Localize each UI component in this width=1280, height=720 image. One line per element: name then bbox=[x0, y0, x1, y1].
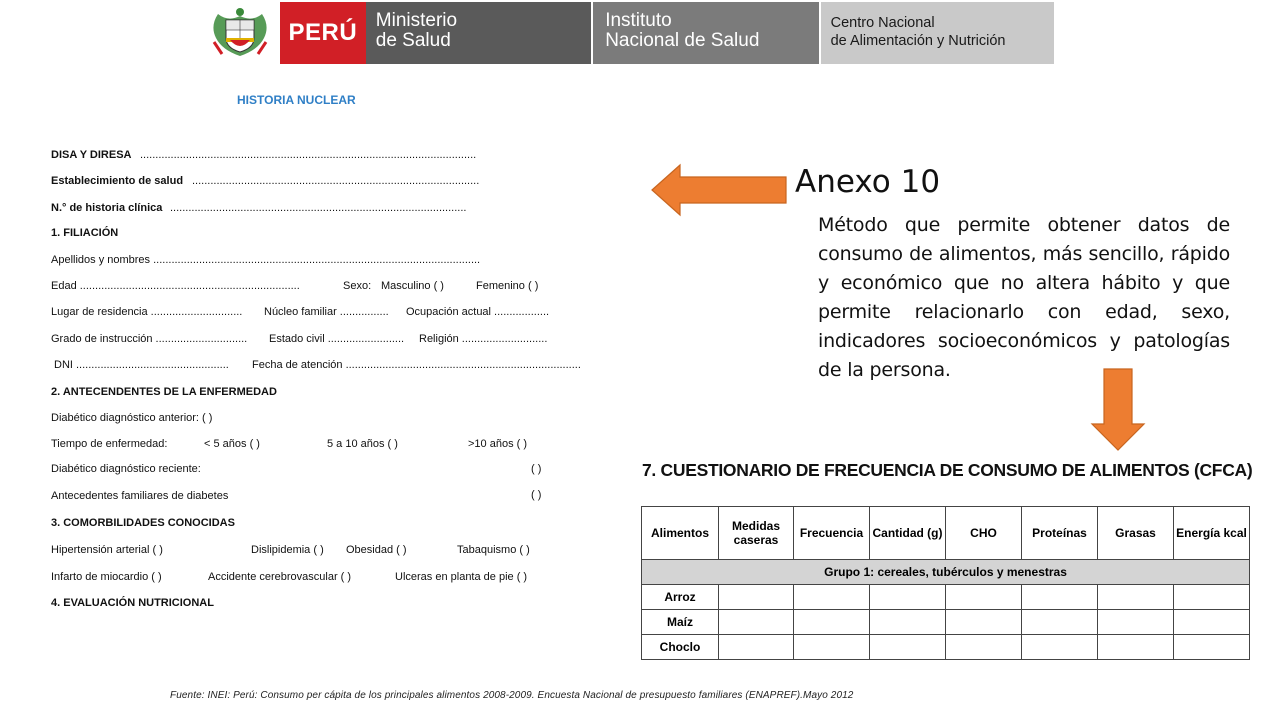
tabaquismo-field: Tabaquismo ( ) bbox=[457, 544, 530, 556]
cfca-table-container bbox=[641, 506, 1249, 654]
disa-label: DISA Y DIRESA bbox=[51, 149, 132, 161]
cfca-title: 7. CUESTIONARIO DE FRECUENCIA DE CONSUMO DE ALIMENTOS (CFCA) bbox=[642, 460, 1253, 480]
tiempo-menos5-option: < 5 años ( ) bbox=[204, 438, 260, 450]
section-evaluacion-nutricional: 4. EVALUACIÓN NUTRICIONAL bbox=[51, 597, 214, 609]
historia-clinica-dots: ................................................................................................. bbox=[170, 202, 467, 214]
diabetico-anterior-field: Diabético diagnóstico anterior: ( ) bbox=[51, 412, 213, 424]
sexo-label: Sexo: bbox=[343, 280, 372, 292]
diabetico-reciente-check: ( ) bbox=[531, 463, 542, 475]
column-header: CHO bbox=[946, 507, 1022, 560]
table-row bbox=[642, 585, 1250, 610]
obesidad-field: Obesidad ( ) bbox=[346, 544, 407, 556]
edad-field: Edad ........................................................................ bbox=[51, 280, 300, 292]
ocupacion-field: Ocupación actual .................. bbox=[406, 306, 550, 318]
religion-field: Religión ............................ bbox=[419, 333, 548, 345]
column-header: Cantidad (g) bbox=[870, 507, 946, 560]
instituto-nacional-salud-block bbox=[593, 2, 818, 64]
tiempo-5a10-option: 5 a 10 años ( ) bbox=[327, 438, 398, 450]
cenan-line1: Centro Nacional bbox=[830, 15, 935, 31]
section-antecedentes: 2. ANTECENDENTES DE LA ENFERMEDAD bbox=[51, 386, 277, 398]
apellidos-field: Apellidos y nombres ........................................................................................................... bbox=[51, 254, 481, 266]
table-header-row bbox=[642, 507, 1250, 560]
section-comorbilidades: 3. COMORBILIDADES CONOCIDAS bbox=[51, 517, 235, 529]
column-header: Energía kcal bbox=[1174, 507, 1250, 560]
ulceras-field: Ulceras en planta de pie ( ) bbox=[395, 571, 528, 583]
column-header: Medidas caseras bbox=[719, 507, 794, 560]
ministerio-salud-block bbox=[366, 2, 591, 64]
dni-field: DNI .................................................. bbox=[54, 359, 229, 371]
column-header: Proteínas bbox=[1022, 507, 1098, 560]
masculino-option: Masculino ( ) bbox=[381, 280, 444, 292]
group-label: Grupo 1: cereales, tubérculos y menestras bbox=[642, 560, 1250, 585]
cenan-block bbox=[821, 2, 1054, 64]
food-cell: Maíz bbox=[642, 610, 719, 635]
food-cell: Arroz bbox=[642, 585, 719, 610]
tiempo-enfermedad-label: Tiempo de enfermedad: bbox=[51, 438, 168, 450]
column-header: Alimentos bbox=[642, 507, 719, 560]
minsa-line2: de Salud bbox=[375, 30, 451, 51]
peru-brand-block: PERÚ bbox=[280, 2, 366, 64]
diabetico-reciente-label: Diabético diagnóstico reciente: bbox=[51, 463, 201, 475]
minsa-line1: Ministerio bbox=[375, 10, 458, 31]
table-row bbox=[642, 610, 1250, 635]
source-footnote: Fuente: INEI: Perú: Consumo per cápita de los principales alimentos 2008-2009. Encuesta Nacional de presupuesto familiares (ENAPREF).Mayo 2012 bbox=[170, 690, 854, 701]
hipertension-field: Hipertensión arterial ( ) bbox=[51, 544, 163, 556]
dislipidemia-field: Dislipidemia ( ) bbox=[251, 544, 324, 556]
grado-instruccion-field: Grado de instrucción .............................. bbox=[51, 333, 248, 345]
acv-field: Accidente cerebrovascular ( ) bbox=[208, 571, 352, 583]
nucleo-familiar-field: Núcleo familiar ................ bbox=[264, 306, 389, 318]
anexo-description: Método que permite obtener datos de consumo de alimentos, más sencillo, rápido y económico que no altera hábito y que permite relacionarlo con edad, sexo, indicadores socioeconómicos y patologías de la persona. bbox=[818, 214, 1230, 381]
table-row bbox=[642, 635, 1250, 660]
infarto-field: Infarto de miocardio ( ) bbox=[51, 571, 162, 583]
tiempo-mas10-option: >10 años ( ) bbox=[468, 438, 528, 450]
fecha-atencion-field: Fecha de atención ............................................................................. bbox=[252, 359, 581, 371]
femenino-option: Femenino ( ) bbox=[476, 280, 539, 292]
arrow-down-icon bbox=[1090, 368, 1146, 452]
establecimiento-label: Establecimiento de salud bbox=[51, 175, 184, 187]
column-header: Frecuencia bbox=[794, 507, 870, 560]
form-title: HISTORIA NUCLEAR bbox=[237, 93, 356, 107]
ins-line1: Instituto bbox=[605, 10, 672, 31]
peru-coat-of-arms-logo bbox=[200, 2, 280, 64]
estado-civil-field: Estado civil ......................... bbox=[269, 333, 405, 345]
column-header: Grasas bbox=[1098, 507, 1174, 560]
cfca-table bbox=[641, 506, 1250, 660]
historia-clinica-label: N.° de historia clínica bbox=[51, 202, 163, 214]
food-cell: Choclo bbox=[642, 635, 719, 660]
section-filiacion: 1. FILIACIÓN bbox=[51, 227, 119, 239]
disa-dots: .............................................................................................................. bbox=[140, 149, 477, 161]
lugar-residencia-field: Lugar de residencia .............................. bbox=[51, 306, 243, 318]
ins-line2: Nacional de Salud bbox=[605, 30, 760, 51]
cenan-line2: de Alimentación y Nutrición bbox=[830, 33, 1006, 49]
group-row bbox=[642, 560, 1250, 585]
establecimiento-dots: .............................................................................................. bbox=[192, 175, 480, 187]
header-banner bbox=[200, 2, 1054, 64]
arrow-left-icon bbox=[650, 163, 790, 217]
antecedentes-familiares-check: ( ) bbox=[531, 489, 542, 501]
antecedentes-familiares-label: Antecedentes familiares de diabetes bbox=[51, 490, 229, 502]
anexo-title: Anexo 10 bbox=[795, 164, 941, 200]
